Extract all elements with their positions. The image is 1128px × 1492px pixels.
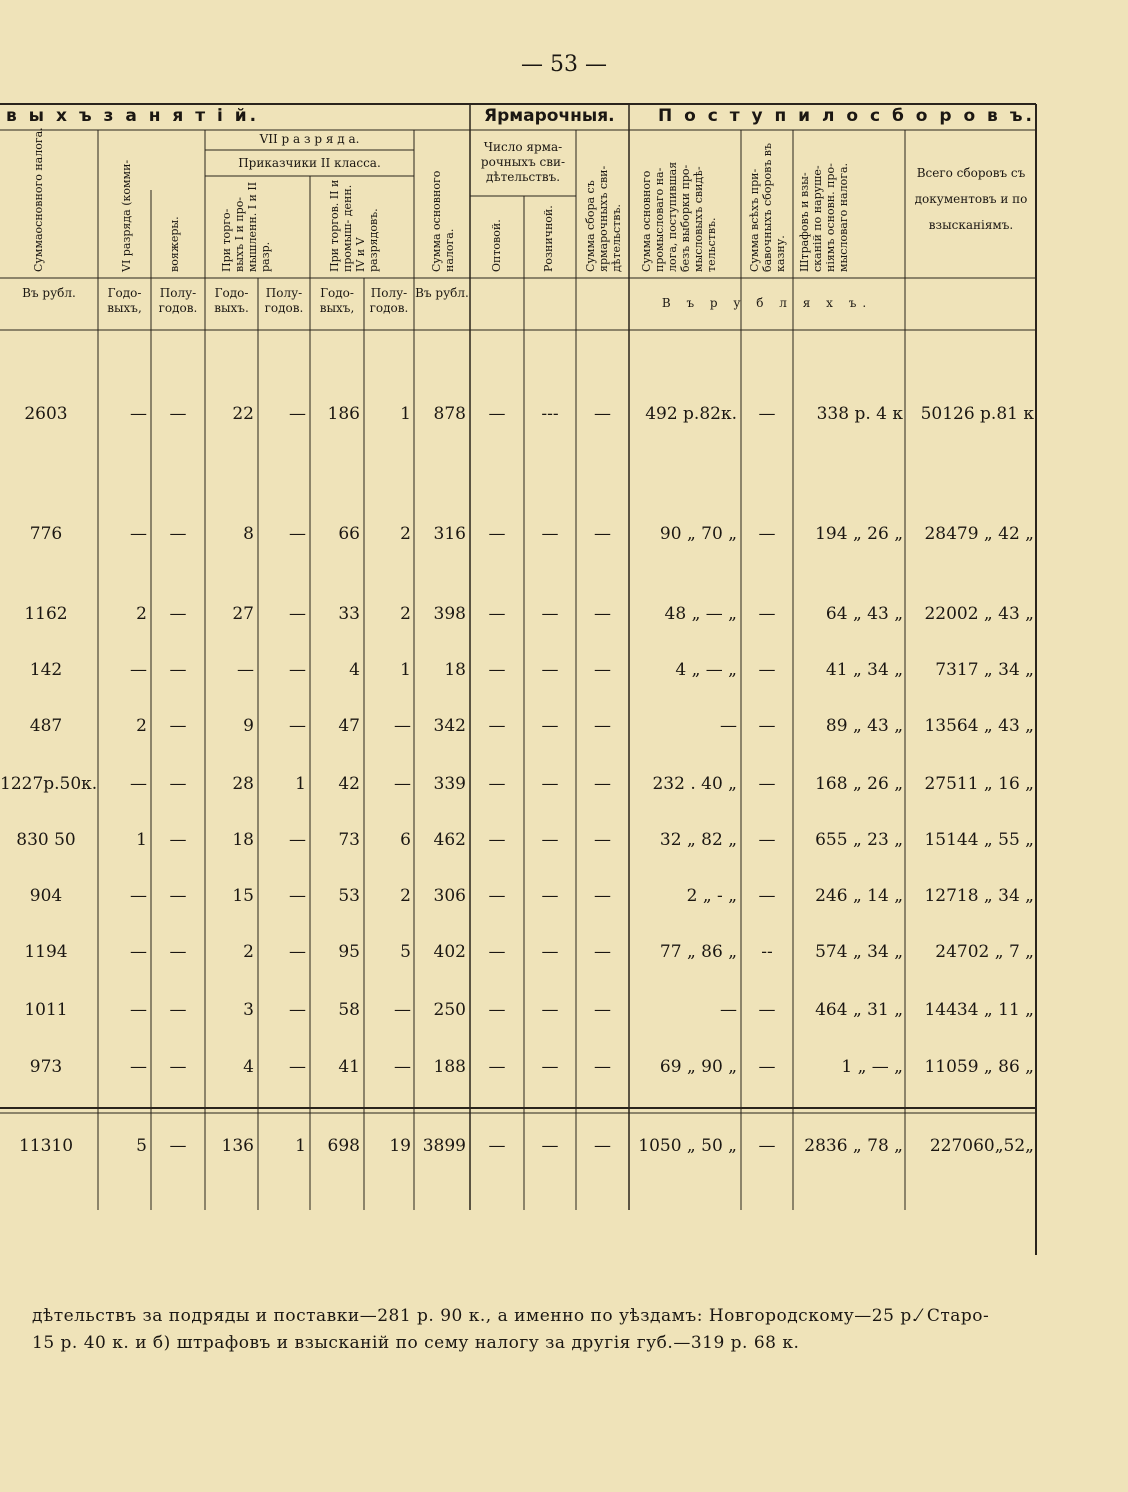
table-row-7-c1: 830 50 [16,830,76,850]
table-row-1-c9: — [488,404,506,424]
header-basic-tax: Суммаосновного налога. [32,127,45,272]
table-row-2-c8: 316 [433,524,466,544]
table-row-11-c5: — [289,1057,306,1077]
table-row-10-c2: — [130,1000,147,1020]
table-row-8-c3: — [169,886,187,906]
header-seventh-rank: VII р а з р я д а. [259,132,360,146]
table-row-6-c14: 168 „ 26 „ [815,774,903,794]
table-row-5-c14: 89 „ 43 „ [825,716,903,736]
unit-annual-a: Годо- выхъ, [107,286,142,315]
table-row-10-c12: — [720,1000,737,1020]
table-row-7-c4: 18 [232,830,254,850]
table-row-6-c3: — [169,774,187,794]
table-row-9-c3: — [169,942,187,962]
unit-half-b: Полу- годов. [264,286,304,315]
table-row-6-c8: 339 [433,774,466,794]
table-row-6-c4: 28 [232,774,254,794]
table-row-10-c10: — [541,1000,559,1020]
table-row-4-c3: — [169,660,187,680]
unit-half-c: Полу- годов. [369,286,409,315]
table-row-10-c8: 250 [433,1000,466,1020]
table-row-6-c2: — [130,774,147,794]
totals-row-c9: — [488,1136,506,1156]
header-wholesale: Оптовой. [490,219,503,272]
table-row-10-c7: — [394,1000,411,1020]
table-row-5-c7: — [394,716,411,736]
table-row-8-c14: 246 „ 14 „ [815,886,903,906]
table-row-8-c15: 12718 „ 34 „ [924,886,1034,906]
table-row-3-c13: — [758,604,776,624]
totals-row-c5: 1 [295,1136,306,1156]
table-row-10-c9: — [488,1000,506,1020]
header-trade-second: При торгов. II и промыш- денн. IV и V разрядовъ. [328,179,380,272]
table-row-8-c12: 2 „ - „ [686,886,737,906]
group-title-fair: Ярмарочныя. [484,106,615,126]
table-row-9-c4: 2 [243,942,254,962]
table-row-8-c6: 53 [338,886,360,906]
table-row-9-c2: — [130,942,147,962]
table-row-6-c5: 1 [295,774,306,794]
table-row-5-c9: — [488,716,506,736]
table-row-5-c3: — [169,716,187,736]
table-row-2-c7: 2 [400,524,411,544]
table-row-9-c8: 402 [433,942,466,962]
table-row-1-c5: — [289,404,306,424]
totals-row-c13: — [758,1136,776,1156]
table-row-10-c6: 58 [338,1000,360,1020]
table-row-8-c10: — [541,886,559,906]
table-row-7-c5: — [289,830,306,850]
table-row-11-c15: 11059 „ 86 „ [924,1057,1034,1077]
table-row-1-c11: — [594,404,611,424]
table-row-5-c11: — [594,716,611,736]
header-fair-count: Число ярма- рочныхъ сви- дѣтельствъ. [480,140,566,184]
table-row-8-c4: 15 [232,886,254,906]
table-row-3-c12: 48 „ — „ [664,604,737,624]
table-row-1-c15: 50126 р.81 к [920,404,1034,424]
table-row-10-c3: — [169,1000,187,1020]
header-basic-tax-2: Сумма основного налога. [430,170,456,272]
totals-row-c7: 19 [389,1136,411,1156]
table-row-4-c11: — [594,660,611,680]
table-row-1-c14: 338 р. 4 к [816,404,903,424]
totals-row-c12: 1050 „ 50 „ [638,1136,737,1156]
table-row-3-c5: — [289,604,306,624]
table-row-2-c11: — [594,524,611,544]
table-row-1-c6: 186 [327,404,360,424]
table-row-5-c4: 9 [243,716,254,736]
table-row-2-c9: — [488,524,506,544]
table-row-7-c8: 462 [433,830,466,850]
table-row-9-c13: -- [761,942,773,962]
table-row-5-c13: — [758,716,776,736]
table-row-7-c13: — [758,830,776,850]
table-row-3-c8: 398 [433,604,466,624]
table-row-10-c11: — [594,1000,611,1020]
unit-in-rubles: В ъ р у б л я х ъ. [661,296,873,310]
table-row-8-c8: 306 [433,886,466,906]
table-row-1-c12: 492 р.82к. [645,404,737,424]
table-row-2-c12: 90 „ 70 „ [659,524,737,544]
unit-rubles-2: Въ рубл. [415,286,469,300]
unit-annual-c: Годо- выхъ, [319,286,355,315]
header-basic-sum: Сумма основного промысловаго на- лога, поступившая безъ выборки про- мысловыхъ свидѣ- тельствъ. [640,161,718,272]
table-row-6-c7: — [394,774,411,794]
header-travelers: вояжеры. [168,216,181,272]
table-row-10-c4: 3 [243,1000,254,1020]
table-row-1-c4: 22 [232,404,254,424]
table-row-7-c9: — [488,830,506,850]
table-row-9-c15: 24702 „ 7 „ [935,942,1034,962]
table-row-11-c2: — [130,1057,147,1077]
table-row-3-c2: 2 [136,604,147,624]
unit-half-a: Полу- годов. [158,286,198,315]
table-row-9-c10: — [541,942,559,962]
table-row-4-c12: 4 „ — „ [675,660,737,680]
unit-rubles-1: Въ рубл. [22,286,76,300]
table-row-9-c12: 77 „ 86 „ [659,942,737,962]
table-row-5-c10: — [541,716,559,736]
table-row-5-c2: 2 [136,716,147,736]
table-row-9-c9: — [488,942,506,962]
group-title-collected: П о с т у п и л о с б о р о в ъ. [658,106,1035,126]
table-row-4-c2: — [130,660,147,680]
totals-row-c3: — [169,1136,187,1156]
table-row-3-c14: 64 „ 43 „ [825,604,903,624]
table-row-1-c2: — [130,404,147,424]
table-row-4-c5: — [289,660,306,680]
table-row-4-c14: 41 „ 34 „ [825,660,903,680]
table-row-9-c11: — [594,942,611,962]
table-row-3-c9: — [488,604,506,624]
table-row-11-c6: 41 [338,1057,360,1077]
group-title-occupations: в ы х ъ з а н я т і й. [6,106,260,126]
header-retail: Розничной. [542,205,555,272]
table-row-2-c6: 66 [338,524,360,544]
table-row-7-c14: 655 „ 23 „ [815,830,903,850]
table-row-6-c12: 232 . 40 „ [652,774,737,794]
table-row-6-c1: 1227р.50к. [0,774,98,794]
table-row-7-c11: — [594,830,611,850]
table-row-7-c6: 73 [338,830,360,850]
table-row-4-c7: 1 [400,660,411,680]
table-row-2-c1: 776 [29,524,63,544]
table-row-11-c8: 188 [433,1057,466,1077]
totals-row-c1: 11310 [18,1136,74,1156]
table-row-4-c9: — [488,660,506,680]
table-row-11-c4: 4 [243,1057,254,1077]
table-row-9-c5: — [289,942,306,962]
table-row-4-c4: — [237,660,254,680]
table-row-5-c8: 342 [433,716,466,736]
table-row-4-c10: — [541,660,559,680]
table-row-11-c14: 1 „ — „ [841,1057,903,1077]
table-row-11-c3: — [169,1057,187,1077]
table-row-8-c9: — [488,886,506,906]
page-number: — 53 — [521,52,607,77]
totals-row-c11: — [594,1136,611,1156]
table-row-6-c13: — [758,774,776,794]
table-row-1-c8: 878 [433,404,466,424]
totals-row-c14: 2836 „ 78 „ [804,1136,903,1156]
totals-row-c15: 227060„52„ [929,1136,1034,1156]
table-row-5-c1: 487 [29,716,63,736]
table-row-8-c13: — [758,886,776,906]
table-row-6-c15: 27511 „ 16 „ [924,774,1034,794]
table-row-11-c1: 973 [29,1057,63,1077]
totals-row-c2: 5 [136,1136,147,1156]
table-row-11-c12: 69 „ 90 „ [659,1057,737,1077]
table-row-10-c14: 464 „ 31 „ [815,1000,903,1020]
table-row-2-c4: 8 [243,524,254,544]
table-row-7-c10: — [541,830,559,850]
table-row-10-c13: — [758,1000,776,1020]
table-row-10-c1: 1011 [24,1000,68,1020]
table-row-9-c14: 574 „ 34 „ [815,942,903,962]
header-fair-sum: Сумма сбора съ ярмарочныхъ сви- дѣтельствъ. [584,165,623,272]
table-row-2-c10: — [541,524,559,544]
table-row-3-c11: — [594,604,611,624]
table-row-6-c11: — [594,774,611,794]
table-row-11-c9: — [488,1057,506,1077]
table-row-3-c4: 27 [232,604,254,624]
table-row-4-c15: 7317 „ 34 „ [935,660,1034,680]
header-sixth-rank: VI разряда (комми- [120,159,133,272]
table-row-3-c1: 1162 [24,604,68,624]
table-row-2-c5: — [289,524,306,544]
totals-row-c8: 3899 [422,1136,466,1156]
table-row-7-c15: 15144 „ 55 „ [924,830,1034,850]
unit-annual-b: Годо- выхъ. [214,286,249,315]
table-row-7-c2: 1 [136,830,147,850]
table-row-2-c14: 194 „ 26 „ [815,524,903,544]
table-row-11-c11: — [594,1057,611,1077]
table-row-3-c7: 2 [400,604,411,624]
table-row-10-c15: 14434 „ 11 „ [924,1000,1034,1020]
footnote-line-1: дѣтельствъ за подряды и поставки—281 р. 90 к., а именно по уѣздамъ: Новгородскому—25 р.⁄ Старо- [32,1306,990,1326]
table-row-4-c8: 18 [444,660,466,680]
table-row-3-c6: 33 [338,604,360,624]
table-row-8-c2: — [130,886,147,906]
table-row-2-c13: — [758,524,776,544]
totals-row-c6: 698 [327,1136,360,1156]
table-row-5-c15: 13564 „ 43 „ [924,716,1034,736]
table-row-3-c15: 22002 „ 43 „ [924,604,1034,624]
table-row-1-c7: 1 [400,404,411,424]
header-extra-sum: Сумма всѣхъ при- бавочныхъ сборовъ въ казну. [748,142,787,272]
header-trade-first: При торго- выхъ I и про- мышленн. I и II разр. [220,181,272,272]
header-total: Всего сборовъ съ документовъ и по взысканіямъ. [914,166,1028,232]
table-row-1-c10: --- [541,404,559,424]
header-clerks: Приказчики II класса. [238,156,381,170]
table-row-9-c6: 95 [338,942,360,962]
table-row-7-c12: 32 „ 82 „ [659,830,737,850]
table-row-8-c5: — [289,886,306,906]
table-row-11-c13: — [758,1057,776,1077]
table-row-5-c12: — [720,716,737,736]
table-row-9-c1: 1194 [24,942,68,962]
table-row-1-c1: 2603 [24,404,68,424]
table-row-4-c13: — [758,660,776,680]
table-row-3-c3: — [169,604,187,624]
table-row-8-c11: — [594,886,611,906]
table-row-2-c15: 28479 „ 42 „ [924,524,1034,544]
table-row-6-c10: — [541,774,559,794]
table-row-1-c3: — [169,404,187,424]
table-row-11-c10: — [541,1057,559,1077]
table-row-8-c1: 904 [29,886,63,906]
table-row-8-c7: 2 [400,886,411,906]
table-row-7-c7: 6 [400,830,411,850]
table-row-6-c9: — [488,774,506,794]
table-row-9-c7: 5 [400,942,411,962]
totals-row-c10: — [541,1136,559,1156]
table-row-4-c6: 4 [349,660,360,680]
table-row-2-c3: — [169,524,187,544]
table-row-3-c10: — [541,604,559,624]
table-row-2-c2: — [130,524,147,544]
header-fines: Штрафовъ и взы- сканій по наруше- ніямъ основн. про- мысловаго налога. [798,162,850,272]
table-row-10-c5: — [289,1000,306,1020]
table-row-11-c7: — [394,1057,411,1077]
table-row-5-c6: 47 [338,716,360,736]
table-row-1-c13: — [758,404,776,424]
table-row-4-c1: 142 [29,660,63,680]
totals-row-c4: 136 [221,1136,254,1156]
table-row-5-c5: — [289,716,306,736]
footnote-line-2: 15 р. 40 к. и б) штрафовъ и взысканій по сему налогу за другія губ.—319 р. 68 к. [32,1333,800,1353]
table-row-7-c3: — [169,830,187,850]
table-row-6-c6: 42 [338,774,360,794]
